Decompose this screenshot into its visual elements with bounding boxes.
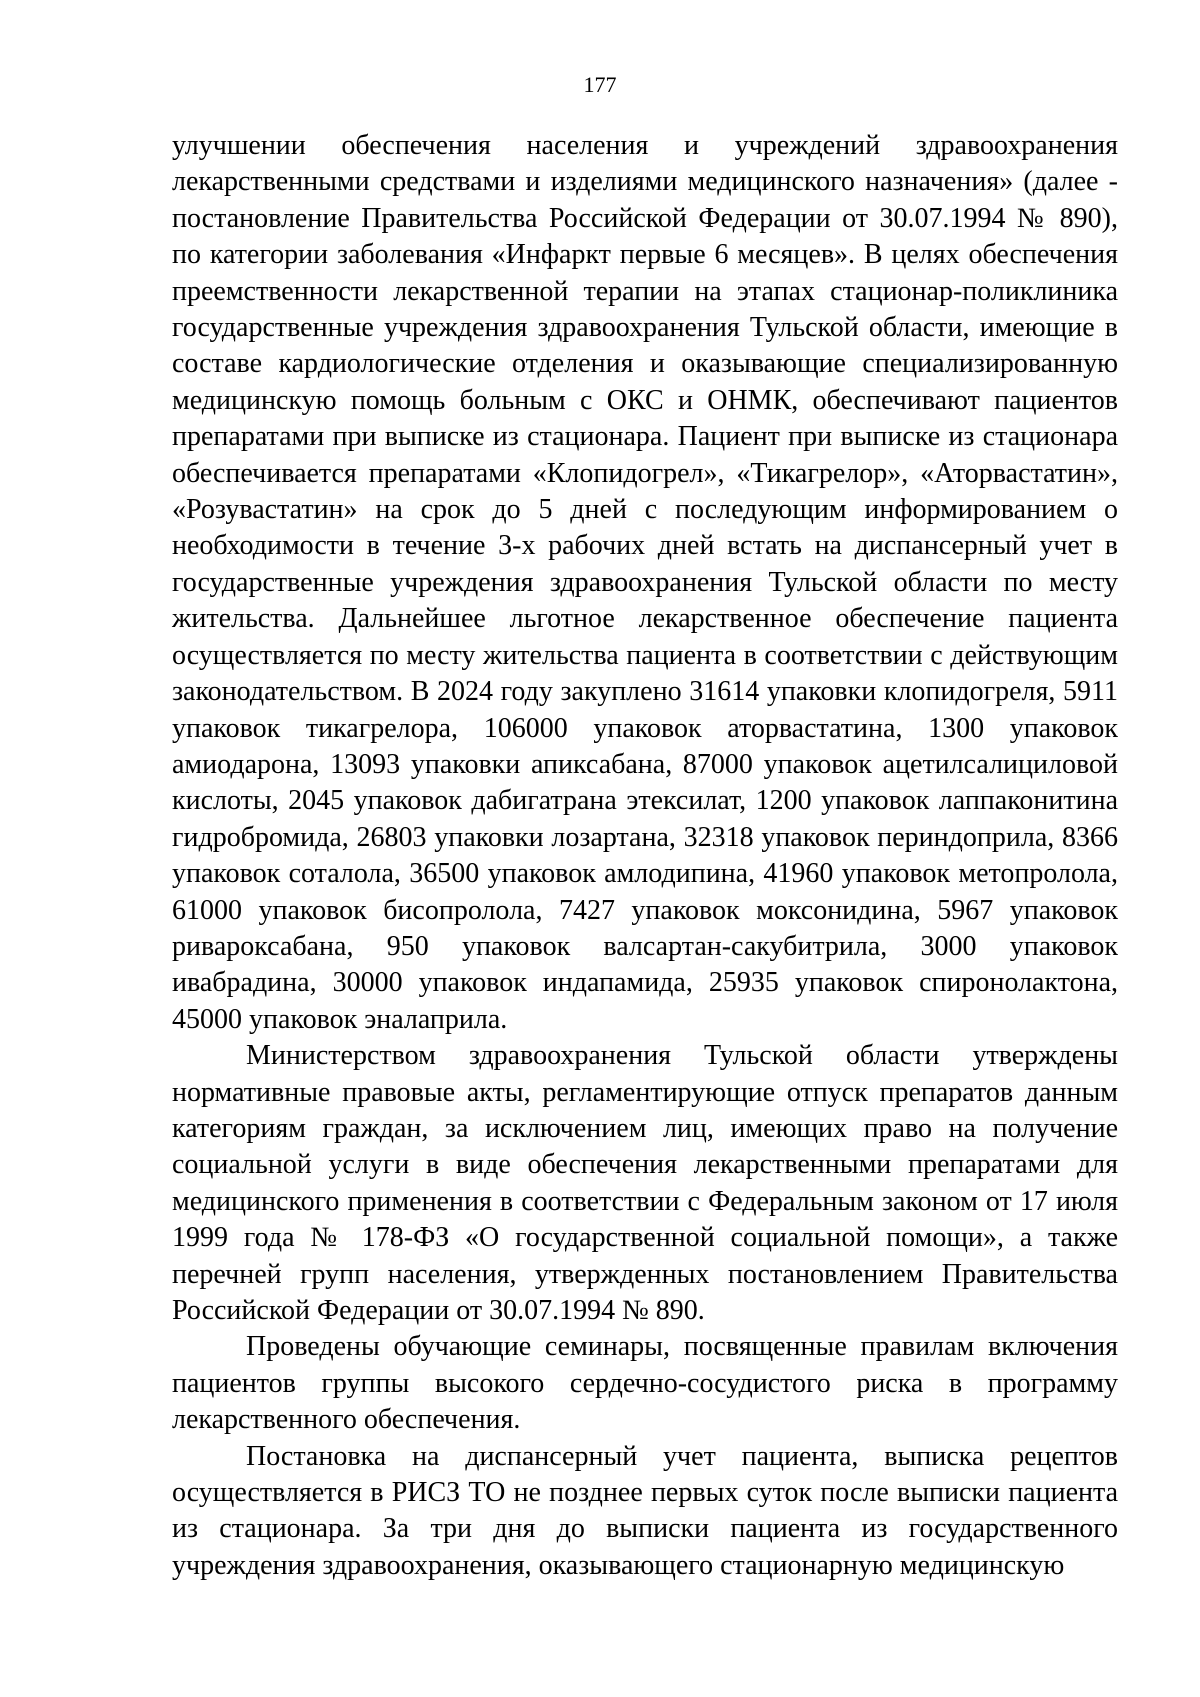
paragraph-registration: Постановка на диспансерный учет пациента, выписка рецептов осуществляется в РИСЗ ТО не позднее первых суток после выписки пациента из стационара. За три дня до выписки пациента из государственного учреждения здравоохранения, оказывающего стационарную медицинскую [172,1440,1118,1581]
paragraph-continuation: улучшении обеспечения населения и учреждений здравоохранения лекарственными средствами и изделиями медицинского назначения» (далее - постановление Правительства Российской Федерации от 30.07.1994 № 890), по категории заболевания «Инфаркт первые 6 месяцев». В целях обеспечения преемственности лекарственной терапии на этапах стационар-поликлиника государственные учреждения здравоохранения Тульской области, имеющие в составе кардиологические отделения и оказывающие специализированную медицинскую помощь больным с ОКС и ОНМК, обеспечивают пациентов препаратами при выписке из стационара. Пациент при выписке из стационара обеспечивается препаратами «Клопидогрел», «Тикагрелор», «Аторвастатин», «Розувастатин» на срок до 5 дней с последующим информированием о необходимости в течение 3-х рабочих дней встать на диспансерный учет в государственные учреждения здравоохранения Тульской области по месту жительства. Дальнейшее льготное лекарственное обеспечение пациента осуществляется по месту жительства пациента в соответствии с действующим законодательством. В 2024 году закуплено 31614 упаковки клопидогреля, 5911 упаковок тикагрелора, 106000 упаковок аторвастатина, 1300 упаковок амиодарона, 13093 упаковки апиксабана, 87000 упаковок ацетилсалициловой кислоты, 2045 упаковок дабигатрана этексилат, 1200 упаковок лаппаконитина гидробромида, 26803 упаковки лозартана, 32318 упаковок периндоприла, 8366 упаковок соталола, 36500 упаковок амлодипина, 41960 упаковок метопролола, 61000 упаковок бисопролола, 7427 упаковок моксонидина, 5967 упаковок ривароксабана, 950 упаковок валсартан-сакубитрила, 3000 упаковок ивабрадина, 30000 упаковок индапамида, 25935 упаковок спиронолактона, 45000 упаковок эналаприла. [172,130,1118,1035]
document-body [172,128,1118,1584]
page-number: 177 [583,72,617,97]
paragraph-regulations: Министерством здравоохранения Тульской области утверждены нормативные правовые акты, регламентирующие отпуск препаратов данным категориям граждан, за исключением лиц, имеющих право на получение социальной услуги в виде обеспечения лекарственными препаратами для медицинского применения в соответствии с Федеральным законом от 17 июля 1999 года № 178-ФЗ «О государственной социальной помощи», а также перечней групп населения, утвержденных постановлением Правительства Российской Федерации от 30.07.1994 № 890. [172,1040,1118,1326]
paragraph-seminars: Проведены обучающие семинары, посвященные правилам включения пациентов группы высокого сердечно-сосудистого риска в программу лекарственного обеспечения. [172,1331,1118,1436]
